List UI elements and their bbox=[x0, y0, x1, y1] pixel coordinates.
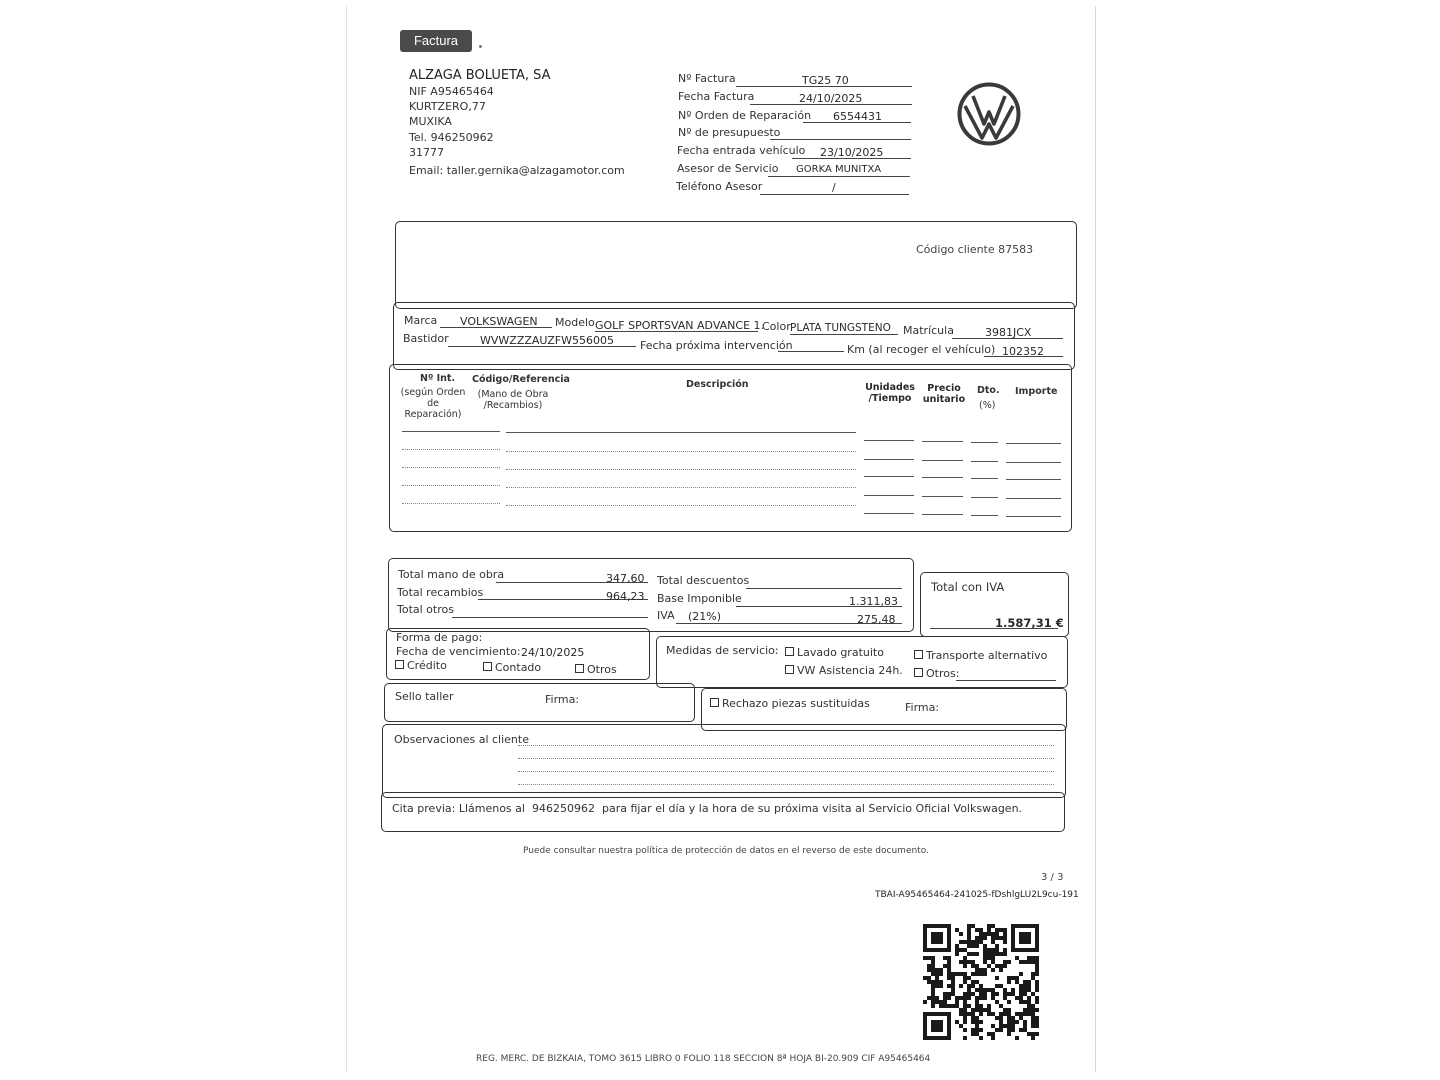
mano-obra-label: Total mano de obra bbox=[398, 568, 505, 581]
orden-label: Nº Orden de Reparación bbox=[678, 109, 812, 122]
iva-rate: (21%) bbox=[688, 610, 722, 623]
asesor-line bbox=[768, 176, 910, 177]
company-postal: 31777 bbox=[409, 146, 444, 159]
orden-value: 6554431 bbox=[833, 110, 882, 123]
entrada-value: 23/10/2025 bbox=[820, 146, 884, 159]
transporte-label: Transporte alternativo bbox=[926, 649, 1048, 662]
entrada-label: Fecha entrada vehículo bbox=[677, 144, 806, 157]
bastidor-value: WVWZZZAUZFW556005 bbox=[480, 334, 614, 347]
firma-label: Firma: bbox=[545, 693, 580, 706]
otros-servicio-label: Otros: bbox=[926, 667, 960, 680]
cita-suffix: para fijar el día y la hora de su próxima visita al Servicio Oficial Volkswagen. bbox=[601, 802, 1023, 815]
asistencia-checkbox[interactable] bbox=[785, 664, 903, 677]
descuentos-label: Total descuentos bbox=[657, 574, 750, 587]
iva-label: IVA bbox=[657, 609, 675, 622]
company-street: KURTZERO,77 bbox=[409, 100, 486, 113]
modelo-value: GOLF SPORTSVAN ADVANCE 1. bbox=[595, 319, 765, 332]
company-email: Email: taller.gernika@alzagamotor.com bbox=[409, 164, 625, 177]
factura-label: Nº Factura bbox=[678, 72, 736, 85]
company-nif: NIF A95465464 bbox=[409, 85, 494, 98]
otros-pago-box-icon bbox=[575, 664, 584, 673]
otros-total-label: Total otros bbox=[397, 603, 454, 616]
company-phone: Tel. 946250962 bbox=[409, 131, 494, 144]
marca-label: Marca bbox=[404, 314, 438, 327]
credito-checkbox[interactable] bbox=[395, 659, 447, 672]
invoice-badge bbox=[400, 30, 472, 52]
presupuesto-line bbox=[770, 139, 911, 140]
lavado-box-icon bbox=[785, 647, 794, 656]
invoice-badge-label: Factura bbox=[413, 33, 459, 48]
vencimiento-label: Fecha de vencimiento: bbox=[396, 645, 521, 658]
sello-label: Sello taller bbox=[395, 690, 454, 703]
recambios-label: Total recambios bbox=[397, 586, 484, 599]
contado-label: Contado bbox=[495, 661, 542, 674]
col-codigo-header: Código/Referencia bbox=[472, 374, 570, 385]
rechazo-box-icon bbox=[710, 698, 719, 707]
otros-servicio-box-icon bbox=[914, 668, 923, 677]
contado-box-icon bbox=[483, 662, 492, 671]
matricula-label: Matrícula bbox=[903, 324, 954, 337]
proxima-line bbox=[778, 351, 844, 352]
fecha-factura-label: Fecha Factura bbox=[678, 90, 755, 103]
rechazo-checkbox[interactable] bbox=[710, 697, 870, 710]
modelo-label: Modelo bbox=[555, 316, 595, 329]
observaciones-label: Observaciones al cliente bbox=[394, 733, 529, 746]
credito-label: Crédito bbox=[407, 659, 447, 672]
marca-value: VOLKSWAGEN bbox=[460, 315, 538, 328]
cita-text bbox=[392, 802, 1022, 815]
matricula-value: 3981JCX bbox=[985, 326, 1032, 339]
col-dto-sub: (%) bbox=[979, 400, 996, 411]
descuentos-line bbox=[746, 588, 902, 589]
asesor-value: GORKA MUNITXA bbox=[796, 164, 882, 175]
badge-dot bbox=[479, 45, 482, 48]
client-box bbox=[395, 221, 1077, 309]
contado-checkbox[interactable] bbox=[483, 661, 541, 674]
asesor-label: Asesor de Servicio bbox=[677, 162, 779, 175]
col-unid-header: Unidades /Tiempo bbox=[865, 382, 915, 404]
col-dto-header: Dto. bbox=[977, 385, 1000, 396]
otros-servicio-line bbox=[956, 680, 1056, 681]
km-value: 102352 bbox=[1002, 345, 1044, 358]
proxima-label: Fecha próxima intervención bbox=[640, 339, 793, 352]
col-importe-header: Importe bbox=[1015, 386, 1058, 397]
volkswagen-logo-icon bbox=[957, 82, 1021, 146]
company-city: MUXIKA bbox=[409, 115, 452, 128]
base-value: 1.311,83 bbox=[849, 595, 898, 608]
client-code: Código cliente 87583 bbox=[916, 243, 1034, 256]
recambios-value: 964,23 bbox=[606, 590, 645, 603]
otros-servicio-checkbox[interactable] bbox=[914, 667, 959, 680]
col-desc-header: Descripción bbox=[686, 379, 749, 390]
cita-prefix: Cita previa: Llámenos al bbox=[392, 802, 525, 815]
tbai-code: TBAI-A95465464-241025-fDshlgLU2L9cu-191 bbox=[875, 890, 1079, 900]
tel-asesor-value: / bbox=[832, 181, 836, 194]
rechazo-label: Rechazo piezas sustituidas bbox=[722, 697, 870, 710]
bastidor-label: Bastidor bbox=[403, 332, 449, 345]
page-number: 3 / 3 bbox=[1041, 872, 1064, 883]
base-label: Base Imponible bbox=[657, 592, 742, 605]
company-name: ALZAGA BOLUETA, SA bbox=[409, 68, 551, 83]
privacy-note: Puede consultar nuestra política de protección de datos en el reverso de este documento. bbox=[523, 846, 929, 856]
otros-pago-checkbox[interactable] bbox=[575, 663, 617, 676]
col-nint-header: Nº Int. bbox=[420, 373, 456, 384]
factura-value: TG25 70 bbox=[802, 74, 849, 87]
otros-total-line bbox=[452, 617, 648, 618]
firma2-label: Firma: bbox=[905, 701, 940, 714]
transporte-box-icon bbox=[914, 650, 923, 659]
presupuesto-label: Nº de presupuesto bbox=[678, 126, 781, 139]
vencimiento-value: 24/10/2025 bbox=[521, 646, 585, 659]
lavado-label: Lavado gratuito bbox=[797, 646, 884, 659]
credito-box-icon bbox=[395, 660, 404, 669]
total-iva-label: Total con IVA bbox=[931, 580, 1005, 594]
mano-obra-value: 347,60 bbox=[606, 572, 645, 585]
color-line bbox=[790, 334, 898, 335]
medidas-label: Medidas de servicio: bbox=[666, 644, 779, 657]
forma-pago-label: Forma de pago: bbox=[396, 631, 483, 644]
transporte-checkbox[interactable] bbox=[914, 649, 1047, 662]
fecha-factura-value: 24/10/2025 bbox=[799, 92, 863, 105]
tel-asesor-line bbox=[760, 194, 909, 195]
lavado-checkbox[interactable] bbox=[785, 646, 884, 659]
asistencia-box-icon bbox=[785, 665, 794, 674]
observaciones-line-4 bbox=[518, 784, 1054, 785]
col-codigo-sub: (Mano de Obra /Recambios) bbox=[477, 389, 549, 411]
otros-pago-label: Otros bbox=[587, 663, 617, 676]
observaciones-line-3 bbox=[518, 771, 1054, 772]
observaciones-line-1 bbox=[518, 745, 1054, 746]
col-nint-sub: (según Orden de Reparación) bbox=[400, 387, 466, 420]
observaciones-line-2 bbox=[518, 758, 1054, 759]
tel-asesor-label: Teléfono Asesor bbox=[676, 180, 763, 193]
color-label: Color bbox=[762, 320, 791, 333]
color-value: PLATA TUNGSTENO bbox=[790, 322, 891, 334]
footer-registry: REG. MERC. DE BIZKAIA, TOMO 3615 LIBRO 0 FOLIO 118 SECCION 8ª HOJA BI-20.909 CIF A95465464 bbox=[476, 1054, 931, 1064]
col-precio-header: Precio unitario bbox=[922, 383, 966, 405]
qr-code-icon bbox=[922, 924, 1040, 1040]
km-label: Km (al recoger el vehículo) bbox=[847, 343, 996, 356]
asistencia-label: VW Asistencia 24h. bbox=[797, 664, 903, 677]
cita-phone: 946250962 bbox=[531, 802, 595, 815]
total-iva-value: 1.587,31 € bbox=[995, 616, 1064, 630]
iva-value: 275,48 bbox=[857, 613, 896, 626]
